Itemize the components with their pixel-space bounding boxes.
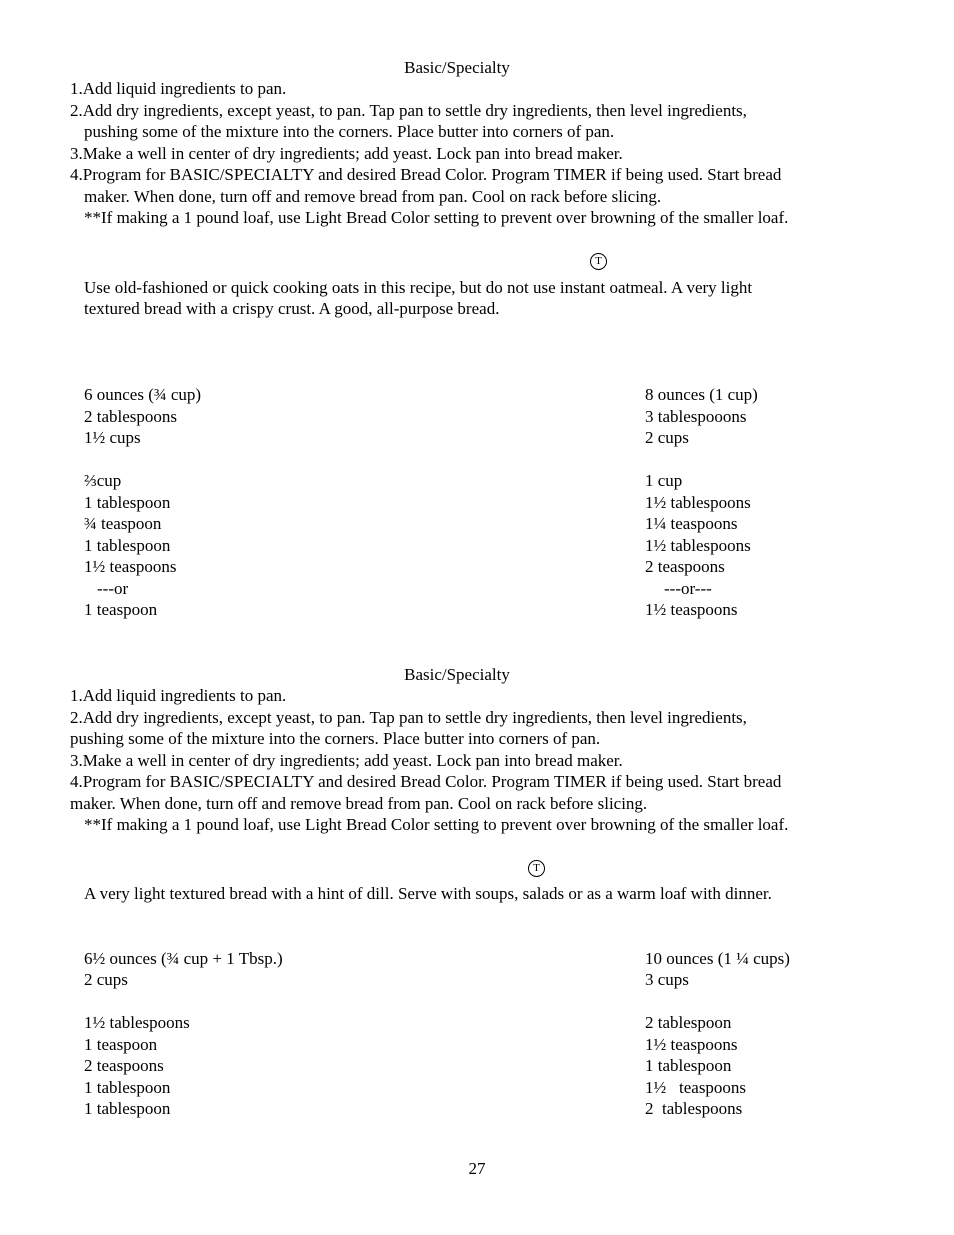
ingredient-amount-small: 2 tablespoons: [84, 407, 178, 426]
section-heading: Basic/Specialty: [404, 58, 510, 77]
recipe-description: Use old-fashioned or quick cooking oats in this recipe, but do not use instant oatmeal. A very light: [84, 278, 753, 297]
ingredient-amount-small: 1½ tablespoons: [84, 1013, 190, 1032]
ingredient-alternative: ---or---: [664, 579, 712, 598]
ingredient-amount-large: 3 tablespooons: [645, 407, 747, 426]
ingredient-amount-small: 1 teaspoon: [84, 600, 158, 619]
ingredient-amount-large: 1 tablespoon: [645, 1056, 732, 1075]
ingredient-amount-large: 2 cups: [645, 428, 689, 447]
recipe-description: A very light textured bread with a hint of dill. Serve with soups, salads or as a warm loaf with dinner.: [84, 884, 772, 903]
ingredient-amount-small: ⅔cup: [84, 471, 122, 490]
instruction-step: pushing some of the mixture into the corners. Place butter into corners of pan.: [84, 122, 615, 141]
page-number: 27: [468, 1159, 486, 1178]
instruction-step: 4.Program for BASIC/SPECIALTY and desired Bread Color. Program TIMER if being used. Start bread: [70, 165, 782, 184]
ingredient-amount-small: 2 teaspoons: [84, 1056, 164, 1075]
instruction-note: **If making a 1 pound loaf, use Light Bread Color setting to prevent over browning of the smaller loaf.: [84, 815, 789, 834]
ingredient-amount-large: 2 teaspoons: [645, 557, 725, 576]
ingredient-amount-small: 2 cups: [84, 970, 128, 989]
instruction-step: 3.Make a well in center of dry ingredients; add yeast. Lock pan into bread maker.: [70, 144, 623, 163]
instruction-step: 4.Program for BASIC/SPECIALTY and desired Bread Color. Program TIMER if being used. Start bread: [70, 772, 782, 791]
timer-icon: T: [590, 253, 607, 270]
ingredient-amount-small: ¾ teaspoon: [84, 514, 162, 533]
ingredient-amount-large: 3 cups: [645, 970, 689, 989]
instruction-step: 1.Add liquid ingredients to pan.: [70, 686, 287, 705]
recipe-description: textured bread with a crispy crust. A good, all-purpose bread.: [84, 299, 500, 318]
instruction-step: 3.Make a well in center of dry ingredients; add yeast. Lock pan into bread maker.: [70, 751, 623, 770]
ingredient-amount-large: 2 tablespoons: [645, 1099, 743, 1118]
ingredient-amount-large: 1 cup: [645, 471, 683, 490]
ingredient-amount-small: 1 tablespoon: [84, 493, 171, 512]
ingredient-amount-large: 1½ tablespoons: [645, 493, 751, 512]
ingredient-amount-large: 1¼ teaspoons: [645, 514, 738, 533]
ingredient-amount-small: 1 teaspoon: [84, 1035, 158, 1054]
timer-icon: T: [528, 860, 545, 877]
section-heading: Basic/Specialty: [404, 665, 510, 684]
ingredient-amount-small: 1½ teaspoons: [84, 557, 177, 576]
ingredient-amount-large: 2 tablespoon: [645, 1013, 732, 1032]
instruction-step: pushing some of the mixture into the corners. Place butter into corners of pan.: [70, 729, 601, 748]
instruction-step: 2.Add dry ingredients, except yeast, to pan. Tap pan to settle dry ingredients, then level ingredients,: [70, 101, 747, 120]
ingredient-amount-large: 1½ tablespoons: [645, 536, 751, 555]
instruction-note: **If making a 1 pound loaf, use Light Bread Color setting to prevent over browning of the smaller loaf.: [84, 208, 789, 227]
ingredient-amount-large: 1½ teaspoons: [645, 1078, 747, 1097]
ingredient-amount-large: 1½ teaspoons: [645, 600, 738, 619]
ingredient-amount-small: 1 tablespoon: [84, 1099, 171, 1118]
instruction-step: 1.Add liquid ingredients to pan.: [70, 79, 287, 98]
ingredient-amount-large: 8 ounces (1 cup): [645, 385, 758, 404]
ingredient-amount-large: 1½ teaspoons: [645, 1035, 738, 1054]
ingredient-amount-small: 1 tablespoon: [84, 1078, 171, 1097]
ingredient-amount-small: 6 ounces (¾ cup): [84, 385, 202, 404]
ingredient-amount-small: 6½ ounces (¾ cup + 1 Tbsp.): [84, 949, 283, 968]
ingredient-amount-large: 10 ounces (1 ¼ cups): [645, 949, 790, 968]
ingredient-alternative: ---or: [97, 579, 129, 598]
instruction-step: maker. When done, turn off and remove bread from pan. Cool on rack before slicing.: [70, 794, 648, 813]
ingredient-amount-small: 1½ cups: [84, 428, 141, 447]
instruction-step: maker. When done, turn off and remove bread from pan. Cool on rack before slicing.: [84, 187, 662, 206]
ingredient-amount-small: 1 tablespoon: [84, 536, 171, 555]
instruction-step: 2.Add dry ingredients, except yeast, to pan. Tap pan to settle dry ingredients, then level ingredients,: [70, 708, 747, 727]
